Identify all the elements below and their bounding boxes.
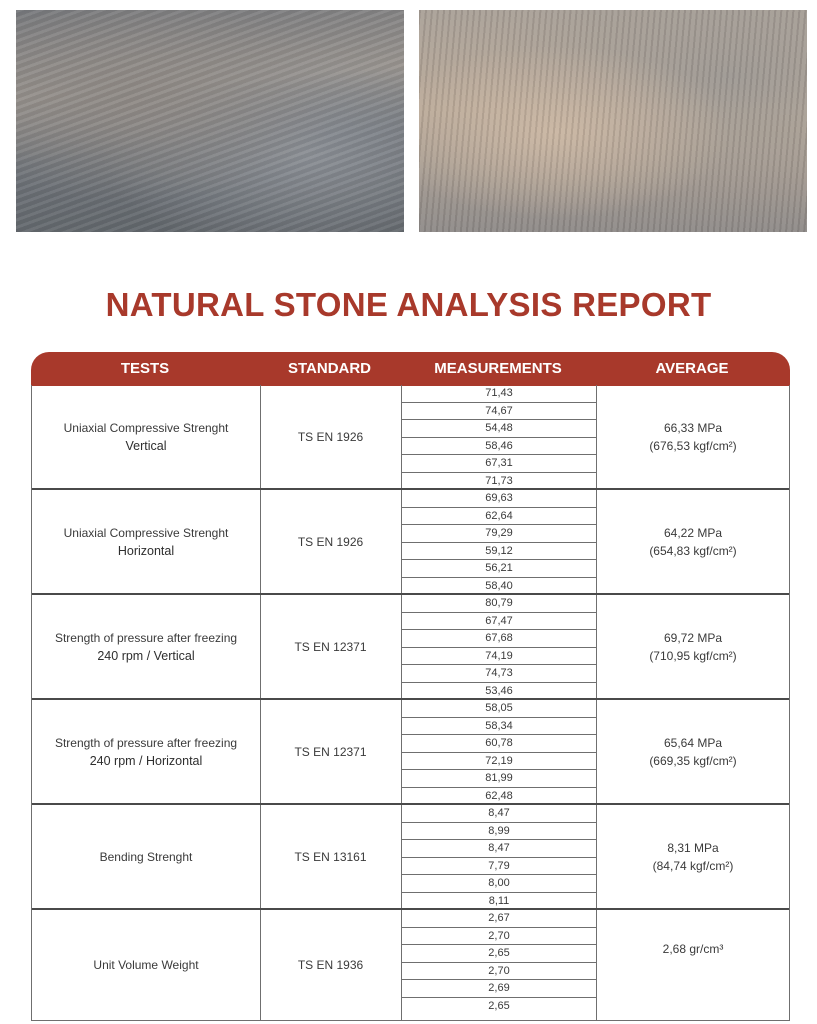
stone-photo-right [419,10,807,232]
measurement-value: 67,31 [402,455,596,473]
measurement-value: 8,00 [402,875,596,893]
table-row [32,385,789,490]
table-row [32,595,789,700]
analysis-table [31,385,790,1021]
header-average: AVERAGE [655,360,729,377]
average-kgf: (676,53 kgf/cm²) [649,438,737,453]
measurements-cell [401,490,597,593]
average-mpa: 69,72 MPa [663,630,723,645]
measurement-value: 2,67 [402,910,596,928]
measurement-value: 60,78 [402,735,596,753]
measurements-cell [401,805,597,908]
table-row [32,700,789,805]
standard-cell: TS EN 12371 [294,744,367,759]
test-name: Uniaxial Compressive Strenght [63,420,229,435]
stone-photo-left [16,10,404,232]
test-name: Strength of pressure after freezing [54,735,238,750]
measurement-value: 74,67 [402,403,596,421]
header-measurements: MEASUREMENTS [434,360,562,377]
measurement-value: 80,79 [402,595,596,613]
measurement-value: 8,47 [402,805,596,823]
measurement-value: 59,12 [402,543,596,561]
average-mpa: 2,68 gr/cm³ [662,942,724,956]
measurement-value: 2,69 [402,980,596,998]
measurement-value: 67,47 [402,613,596,631]
test-name-cell [32,700,261,803]
table-header [31,352,790,386]
average-mpa: 8,31 MPa [667,840,719,855]
average-kgf: (654,83 kgf/cm²) [649,543,737,558]
standard-cell: TS EN 12371 [294,639,367,654]
test-name: Uniaxial Compressive Strenght [63,525,229,540]
test-name-cell [32,490,261,593]
average-mpa: 64,22 MPa [663,525,723,540]
measurement-value: 74,19 [402,648,596,666]
standard-cell: TS EN 1936 [297,958,364,972]
average-kgf: (710,95 kgf/cm²) [649,648,737,663]
table-row [32,910,789,1021]
average-kgf: (669,35 kgf/cm²) [649,753,737,768]
measurement-value: 74,73 [402,665,596,683]
standard-cell: TS EN 13161 [294,849,367,864]
average-cell [597,595,789,698]
measurement-value: 79,29 [402,525,596,543]
measurement-value: 58,05 [402,700,596,718]
average-mpa: 65,64 MPa [663,735,723,750]
measurement-value: 67,68 [402,630,596,648]
measurements-cell [401,700,597,803]
measurement-value: 62,64 [402,508,596,526]
standard-cell: TS EN 1926 [297,429,364,444]
measurement-value: 7,79 [402,858,596,876]
measurement-value: 81,99 [402,770,596,788]
measurements-cell [401,595,597,698]
measurement-value: 71,73 [485,474,513,487]
measurement-value: 2,65 [488,999,510,1012]
measurement-value: 8,47 [402,840,596,858]
measurement-value: 2,70 [402,963,596,981]
test-orientation: Vertical [125,438,167,453]
measurements-cell [401,385,597,488]
test-orientation: Horizontal [117,543,175,558]
test-name-cell [32,805,261,908]
measurement-value: 54,48 [402,420,596,438]
test-name-cell [32,385,261,488]
test-name-cell [32,595,261,698]
measurement-value: 58,34 [402,718,596,736]
measurement-value: 56,21 [402,560,596,578]
measurement-value: 69,63 [402,490,596,508]
measurement-value: 8,99 [402,823,596,841]
average-cell [597,805,789,908]
measurement-value: 71,43 [402,385,596,403]
standard-cell: TS EN 1926 [297,534,364,549]
test-orientation: 240 rpm / Horizontal [89,753,203,768]
measurements-cell [401,910,597,1020]
average-cell [597,490,789,593]
measurement-value: 53,46 [485,684,513,697]
average-kgf: (84,74 kgf/cm²) [652,858,734,873]
average-cell [597,385,789,488]
test-orientation: 240 rpm / Vertical [97,648,195,663]
measurement-value: 72,19 [402,753,596,771]
test-name-cell [32,910,261,1020]
measurement-value: 62,48 [485,789,513,802]
average-cell [597,700,789,803]
measurement-value: 58,40 [485,579,513,592]
measurement-value: 2,70 [402,928,596,946]
report-title: NATURAL STONE ANALYSIS REPORT [105,286,712,323]
average-mpa: 66,33 MPa [663,420,723,435]
test-name: Bending Strenght [99,849,193,864]
header-standard: STANDARD [287,360,372,377]
test-name: Unit Volume Weight [93,958,199,972]
test-name: Strength of pressure after freezing [54,630,238,645]
measurement-value: 8,11 [488,894,510,907]
table-row [32,490,789,595]
measurement-value: 2,65 [402,945,596,963]
average-cell [597,910,789,1020]
header-tests: TESTS [120,360,170,377]
table-row [32,805,789,910]
measurement-value: 58,46 [402,438,596,456]
